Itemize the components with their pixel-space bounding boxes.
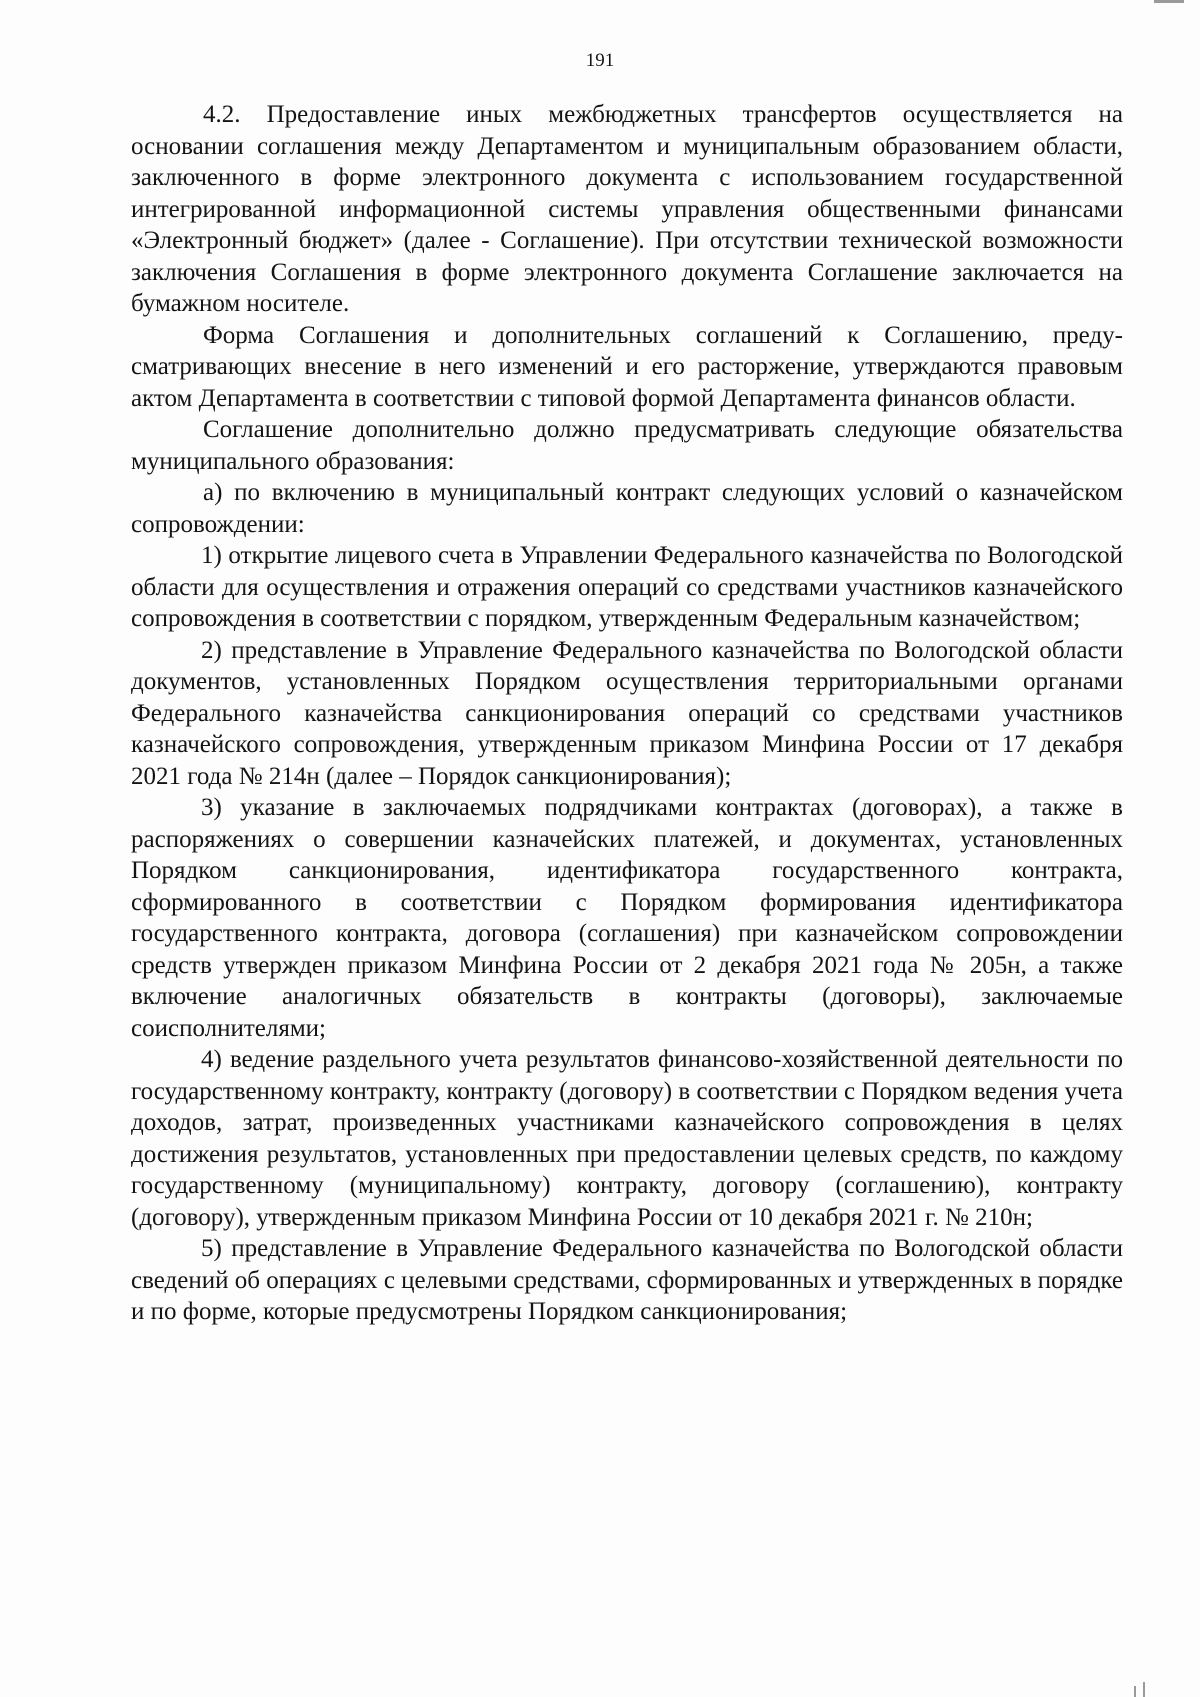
paragraph-obligations-intro: Соглашение дополнительно должно предусматривать следующие обязательства муниципального образования: (131, 416, 1123, 475)
paragraph-agreement-form: Форма Соглашения и дополнительных соглашений к Соглашению, предусматривающих внесение в него изменений и его расторжение, утверждаются правовым актом Департамента в соответствии с типовой формой Департамента финансов области. (131, 321, 1123, 412)
scan-edge-mark (1143, 1682, 1145, 1697)
scan-edge-mark (1134, 1686, 1136, 1697)
page-number: 191 (585, 50, 615, 71)
paragraph-item-4: 4) ведение раздельного учета результатов финансово-хозяйственной деятельности по государственному контракту, контракту (договору) в соответствии с Порядком ведения учета доходов, затрат, произведенных участниками казначейского сопровождения в целях достижения результатов, установленных при предоставлении целевых средств, по каждому государственному (муниципальному) контракту, договору (соглашению), контракту (договору), утвержденным приказом Минфина России от 10 декабря 2021 г. № 210н; (131, 1046, 1123, 1231)
paragraph-item-1: 1) открытие лицевого счета в Управлении Федерального казначейства по Вологодской области для осуществления и отражения операций со средствами участников казначейского сопровождения в соответствии с порядком, утвержденным Федеральным казначейством; (131, 542, 1123, 632)
scan-edge-mark (1154, 0, 1184, 3)
paragraph-item-3: 3) указание в заключаемых подрядчиками контрактах (договорах), а также в распоряжениях о совершении казначейских платежей, и документах, установленных Порядком санкционирования, идентификатора государственного контракта, сформированного в соответствии с Порядком формирования идентификатора государственного контракта, договора (соглашения) при казначейском сопровождении средств утвержден приказом Минфина России от 2 декабря 2021 года № 205н, а также включение аналогичных обязательств в контракты (договоры), заключаемые соисполнителями; (131, 794, 1123, 1042)
paragraph-item-5: 5) представление в Управление Федерального казначейства по Вологодской области сведений об операциях с целевыми средствами, сформированных и утвержденных в порядке и по форме, которые предусмотрены Порядком санкционирования; (131, 1235, 1123, 1325)
paragraph-item-2: 2) представление в Управление Федерального казначейства по Вологодской области документов, установленных Порядком осуществления территориальными органами Федерального казначейства санкционирования операций со средствами участников казначейского сопровождения, утвержденным приказом Минфина России от 17 декабря 2021 года № 214н (далее – Порядок санкционирования); (131, 636, 1123, 790)
document-body (131, 99, 1123, 1328)
paragraph-item-a: а) по включению в муниципальный контракт следующих условий о казначейском сопровождении: (131, 479, 1123, 538)
paragraph-4-2: 4.2. Предоставление иных межбюджетных трансфертов осуществляется на основании соглашения между Департаментом и муниципальным образованием области, заключенного в форме электронного документа с использованием государственной интегрированной информационной системы управления общественными финансами «Электронный бюджет» (далее - Соглашение). При отсутствии технической возможности заключения Соглашения в форме электронного документа Соглашение заключается на бумажном носителе. (131, 101, 1123, 317)
